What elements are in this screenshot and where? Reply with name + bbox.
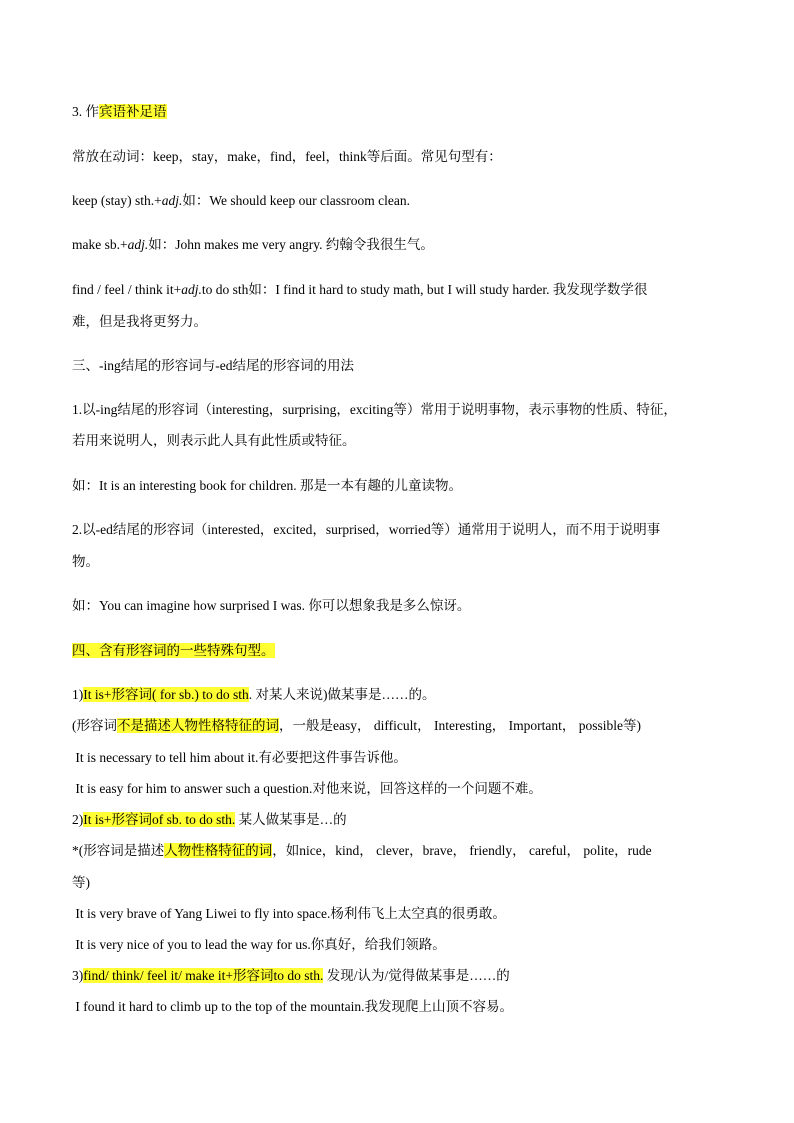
italic-term: adj.	[181, 282, 202, 297]
text-segment: 如：We should keep our classroom clean.	[182, 193, 410, 208]
highlight: 宾语补足语	[99, 104, 167, 119]
text-segment: ，如nice，kind， clever，brave， friendly， careful， polite，rude	[272, 843, 652, 858]
text-segment: keep (stay) sth.+	[72, 193, 162, 208]
text-segment: to do sth如：I find it hard to study math, but I will study harder. 我发现学数学很	[201, 282, 648, 297]
pattern-line	[72, 805, 347, 835]
text-segment: It is necessary to tell him about it.有必要把这件事告诉他。	[72, 750, 407, 765]
text-segment: 如：John makes me very angry. 约翰令我很生气。	[148, 237, 434, 252]
highlight: find/ think/ feel it/ make it+形容词to do sth.	[83, 968, 324, 983]
example-line	[72, 743, 407, 773]
text-segment: I found it hard to climb up to the top of the mountain.我发现爬上山顶不容易。	[72, 999, 513, 1014]
section-heading-object-complement	[72, 97, 167, 127]
text-segment: 1.以-ing结尾的形容词（interesting，surprising，exciting等）常用于说明事物，表示事物的性质、特征，	[72, 402, 677, 417]
text-segment: It is easy for him to answer such a question.对他来说，回答这样的一个问题不难。	[72, 781, 542, 796]
highlight: of sb. to do sth.	[152, 812, 236, 827]
text-segment: 某人做某事是…的	[235, 812, 347, 827]
text-segment: 3)	[72, 968, 84, 983]
text-segment: (形容词	[72, 718, 117, 733]
text-segment: 物。	[72, 554, 99, 569]
text-segment: It is very brave of Yang Liwei to fly into space.杨利伟飞上太空真的很勇敢。	[72, 906, 506, 921]
section-heading-special-patterns	[72, 636, 275, 666]
italic-term: adj.	[127, 237, 149, 252]
text-line	[72, 426, 356, 456]
text-segment: 2.以-ed结尾的形容词（interested，excited，surprised，worried等）通常用于说明人，而不用于说明事	[72, 522, 661, 537]
text-segment: find / feel / think it+	[72, 282, 182, 297]
text-line	[72, 515, 660, 545]
text-segment: 1)	[72, 687, 84, 702]
text-line	[72, 230, 434, 260]
text-segment: 如：It is an interesting book for children. 那是一本有趣的儿童读物。	[72, 478, 462, 493]
text-line	[72, 711, 641, 741]
text-line	[72, 547, 99, 577]
text-segment: It is very nice of you to lead the way for us.你真好，给我们领路。	[72, 937, 446, 952]
text-line	[72, 307, 207, 337]
text-line	[72, 868, 90, 898]
text-line	[72, 275, 647, 305]
example-line	[72, 992, 513, 1022]
text-segment: 发现/认为/觉得做某事是……的	[323, 968, 510, 983]
text-segment: 等)	[72, 875, 90, 890]
highlight: 不是描述人物性格特征的词	[117, 718, 279, 733]
text-line	[72, 836, 652, 866]
text-segment: 2)	[72, 812, 84, 827]
text-segment: . 对某人来说)做某事是……的。	[248, 687, 436, 702]
section-heading-ing-ed	[72, 351, 354, 381]
text-segment: make sb.+	[72, 237, 128, 252]
italic-term: adj.	[161, 193, 183, 208]
text-segment: *(形容词是描述	[72, 843, 165, 858]
text-segment: 如：You can imagine how surprised I was. 你可以想象我是多么惊讶。	[72, 598, 471, 613]
highlight: It is+形容词	[83, 812, 152, 827]
example-line	[72, 774, 542, 804]
text-segment: 难，但是我将更努力。	[72, 314, 207, 329]
text-line	[72, 186, 410, 216]
text-segment: 若用来说明人，则表示此人具有此性质或特征。	[72, 433, 356, 448]
text-line	[72, 142, 502, 172]
highlight: 四、含有形容词的一些特殊句型。	[72, 643, 275, 658]
text-segment: 常放在动词：keep，stay，make，find，feel，think等后面。常见句型有：	[72, 149, 502, 164]
text-segment: 三、-ing结尾的形容词与-ed结尾的形容词的用法	[72, 358, 354, 373]
text-segment: ，一般是easy， difficult， Interesting， Important， possible等)	[279, 718, 641, 733]
highlight: 人物性格特征的词	[164, 843, 273, 858]
pattern-line	[72, 961, 510, 991]
example-line	[72, 591, 470, 621]
heading-number: 3. 作	[72, 104, 99, 119]
pattern-line	[72, 680, 435, 710]
example-line	[72, 471, 462, 501]
example-line	[72, 899, 506, 929]
example-line	[72, 930, 446, 960]
text-line	[72, 395, 677, 425]
highlight: It is+形容词( for sb.) to do sth	[83, 687, 249, 702]
